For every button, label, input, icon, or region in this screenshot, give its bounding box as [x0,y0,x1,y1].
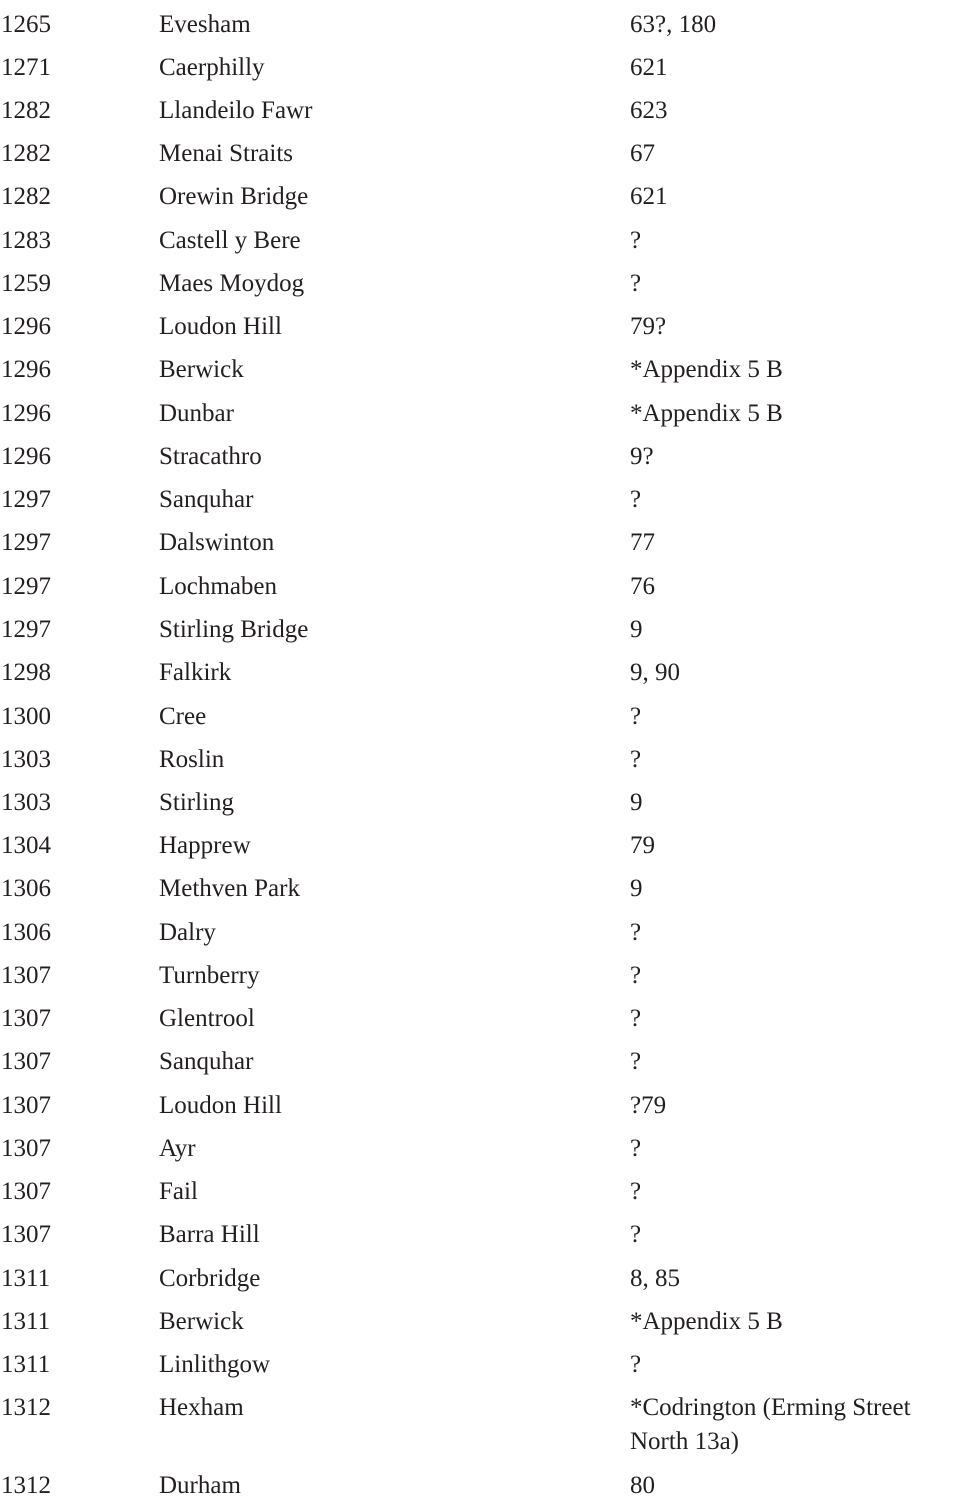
place-cell: Loudon Hill [159,313,282,340]
place-cell: Methven Park [159,875,300,902]
year-cell: 1306 [1,875,51,902]
year-cell: 1265 [1,11,51,38]
reference-cell: 9? [630,443,654,470]
year-cell: 1296 [1,400,51,427]
reference-cell: 77 [630,529,655,556]
reference-cell: 9 [630,875,643,902]
year-cell: 1297 [1,529,51,556]
place-cell: Sanquhar [159,1048,254,1075]
place-cell: Berwick [159,1308,244,1335]
reference-cell: *Appendix 5 B [630,400,783,427]
year-cell: 1303 [1,789,51,816]
reference-cell: ? [630,1221,642,1248]
place-cell: Happrew [159,832,251,859]
place-cell: Turnberry [159,962,260,989]
place-cell: Stracathro [159,443,262,470]
year-cell: 1303 [1,746,51,773]
reference-cell: ? [630,1005,642,1032]
place-cell: Berwick [159,356,244,383]
year-cell: 1311 [1,1265,51,1292]
place-cell: Falkirk [159,659,232,686]
place-cell: Dalswinton [159,529,275,556]
reference-cell: ? [630,746,642,773]
reference-cell: ? [630,1178,642,1205]
reference-cell: ?79 [630,1092,667,1119]
place-cell: Lochmaben [159,573,278,600]
year-cell: 1297 [1,486,51,513]
place-cell: Stirling Bridge [159,616,309,643]
place-cell: Ayr [159,1135,196,1162]
reference-cell: 9 [630,616,643,643]
reference-cell: 79 [630,832,655,859]
reference-cell: 621 [630,183,668,210]
reference-cell: 80 [630,1472,655,1499]
year-cell: 1307 [1,1092,51,1119]
place-cell: Evesham [159,11,251,38]
year-cell: 1296 [1,313,51,340]
year-cell: 1312 [1,1472,51,1499]
place-cell: Fail [159,1178,198,1205]
place-cell: Llandeilo Fawr [159,97,313,124]
reference-cell: ? [630,703,642,730]
year-cell: 1307 [1,1048,51,1075]
reference-cell: 67 [630,140,655,167]
reference-cell: ? [630,486,642,513]
reference-cell: 8, 85 [630,1265,680,1292]
year-cell: 1307 [1,1005,51,1032]
reference-cell: 9 [630,789,643,816]
reference-cell: *Appendix 5 B [630,356,783,383]
place-cell: Loudon Hill [159,1092,282,1119]
year-cell: 1312 [1,1394,51,1421]
place-cell: Castell y Bere [159,227,301,254]
reference-cell: 63?, 180 [630,11,717,38]
reference-cell: 621 [630,54,668,81]
place-cell: Glentrool [159,1005,255,1032]
year-cell: 1283 [1,227,51,254]
place-cell: Corbridge [159,1265,261,1292]
place-cell: Dalry [159,919,216,946]
place-cell: Maes Moydog [159,270,305,297]
place-cell: Sanquhar [159,486,254,513]
year-cell: 1307 [1,962,51,989]
reference-cell: ? [630,919,642,946]
year-cell: 1307 [1,1178,51,1205]
place-cell: Cree [159,703,207,730]
year-cell: 1282 [1,97,51,124]
year-cell: 1307 [1,1135,51,1162]
year-cell: 1304 [1,832,51,859]
year-cell: 1282 [1,183,51,210]
place-cell: Roslin [159,746,225,773]
place-cell: Stirling [159,789,235,816]
reference-cell: *Appendix 5 B [630,1308,783,1335]
year-cell: 1300 [1,703,51,730]
year-cell: 1311 [1,1308,51,1335]
year-cell: 1271 [1,54,51,81]
year-cell: 1297 [1,573,51,600]
place-cell: Barra Hill [159,1221,260,1248]
year-cell: 1297 [1,616,51,643]
year-cell: 1259 [1,270,51,297]
reference-cell: ? [630,1048,642,1075]
reference-cell: *Codrington (Erming Street North 13a) [630,1394,911,1455]
year-cell: 1306 [1,919,51,946]
reference-cell: ? [630,270,642,297]
place-cell: Dunbar [159,400,234,427]
reference-cell: ? [630,1135,642,1162]
reference-cell: 9, 90 [630,659,680,686]
place-cell: Caerphilly [159,54,265,81]
year-cell: 1282 [1,140,51,167]
reference-cell: 76 [630,573,655,600]
place-cell: Durham [159,1472,241,1499]
reference-cell: ? [630,227,642,254]
year-cell: 1296 [1,443,51,470]
reference-cell: 79? [630,313,667,340]
year-cell: 1296 [1,356,51,383]
year-cell: 1307 [1,1221,51,1248]
place-cell: Orewin Bridge [159,183,309,210]
place-cell: Hexham [159,1394,244,1421]
year-cell: 1311 [1,1351,51,1378]
place-cell: Linlithgow [159,1351,271,1378]
reference-cell: ? [630,962,642,989]
year-cell: 1298 [1,659,51,686]
reference-cell: ? [630,1351,642,1378]
reference-cell: 623 [630,97,668,124]
place-cell: Menai Straits [159,140,294,167]
